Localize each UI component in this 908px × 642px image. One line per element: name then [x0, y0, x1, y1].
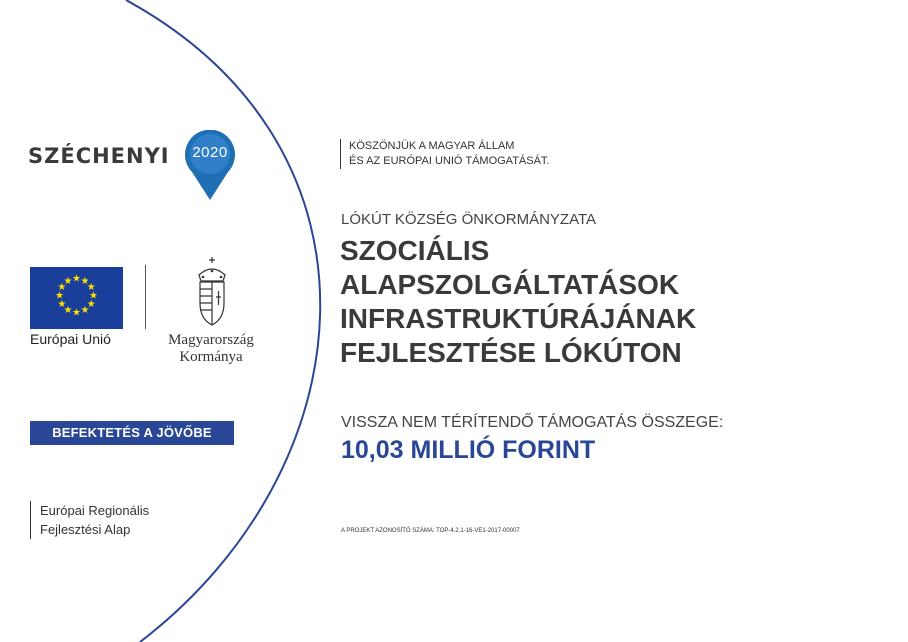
- svg-text:★: ★: [57, 282, 67, 293]
- government-label-line1: Magyarország: [168, 332, 254, 348]
- svg-text:★: ★: [55, 290, 64, 302]
- logo-divider: [145, 265, 146, 329]
- project-id: A PROJEKT AZONOSÍTÓ SZÁMA: TOP-4.2.1-16-VE1-2017-00007: [341, 528, 520, 534]
- svg-text:★: ★: [86, 299, 96, 310]
- szechenyi-wordmark: SZÉCHENYI: [28, 144, 170, 168]
- eu-flag-icon: [30, 267, 123, 329]
- szechenyi-2020-logo: [28, 130, 243, 202]
- fund-label: [30, 501, 149, 539]
- map-pin-icon: [185, 130, 235, 202]
- svg-text:★: ★: [80, 275, 90, 287]
- support-amount-value: 10,03 MILLIÓ FORINT: [341, 436, 596, 464]
- svg-text:★: ★: [86, 282, 96, 293]
- beneficiary-name: LÓKÚT KÖZSÉG ÖNKORMÁNYZATA: [341, 211, 597, 228]
- support-amount-label: VISSZA NEM TÉRÍTENDŐ TÁMOGATÁS ÖSSZEGE:: [341, 414, 724, 431]
- svg-text:★: ★: [63, 275, 73, 287]
- project-title-line: FEJLESZTÉSE LÓKÚTON: [340, 337, 682, 368]
- thanks-line2: ÉS AZ EURÓPAI UNIÓ TÁMOGATÁSÁT.: [349, 155, 550, 167]
- svg-text:★: ★: [72, 273, 81, 285]
- eu-label: Európai Unió: [30, 331, 111, 347]
- thanks-line1: KÖSZÖNJÜK A MAGYAR ÁLLAM: [349, 140, 515, 152]
- svg-text:★: ★: [89, 290, 98, 302]
- project-title-line: INFRASTRUKTÚRÁJÁNAK: [340, 303, 697, 334]
- svg-text:★: ★: [63, 305, 73, 317]
- project-title-line: SZOCIÁLIS: [340, 235, 490, 266]
- szechenyi-year: 2020: [192, 144, 228, 161]
- project-title-line: ALAPSZOLGÁLTATÁSOK: [340, 269, 680, 300]
- svg-text:★: ★: [72, 307, 81, 319]
- government-label: [150, 332, 272, 366]
- svg-text:★: ★: [57, 299, 67, 310]
- project-title: [340, 234, 696, 370]
- thanks-note: [340, 139, 549, 169]
- fund-label-line1: Európai Regionális: [40, 503, 150, 518]
- government-label-line2: Kormánya: [179, 349, 243, 365]
- fund-label-line2: Fejlesztési Alap: [40, 522, 131, 537]
- invest-in-future-badge: BEFEKTETÉS A JÖVŐBE: [30, 421, 234, 445]
- svg-text:★: ★: [80, 305, 90, 317]
- hungarian-coat-of-arms-icon: [191, 255, 233, 329]
